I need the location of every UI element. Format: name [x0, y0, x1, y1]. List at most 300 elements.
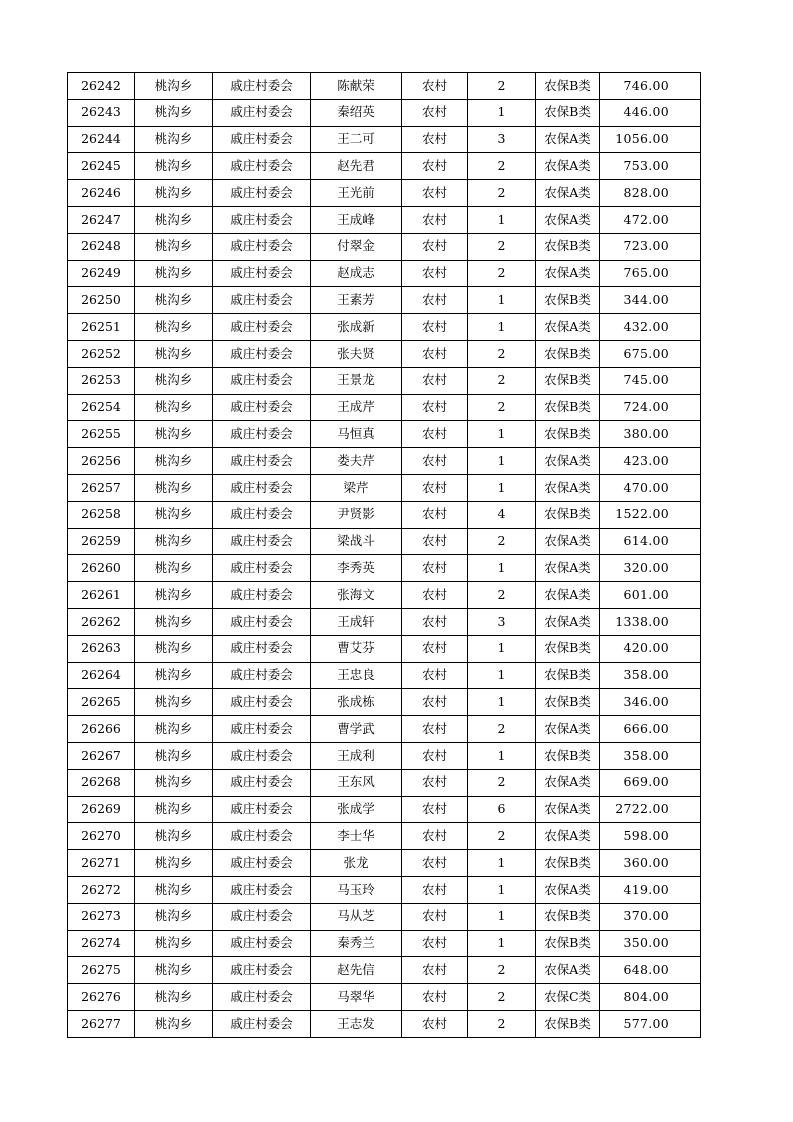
amount-cell: 1056.00 — [600, 126, 701, 153]
household-size-cell: 3 — [468, 126, 536, 153]
record-number-cell: 26270 — [68, 823, 135, 850]
township-cell: 桃沟乡 — [135, 421, 213, 448]
recipient-name-cell: 赵先信 — [311, 957, 402, 984]
household-size-cell: 1 — [468, 206, 536, 233]
area-type-cell: 农村 — [402, 742, 468, 769]
insurance-category-cell: 农保B类 — [536, 340, 600, 367]
table-row — [68, 689, 701, 716]
area-type-cell: 农村 — [402, 180, 468, 207]
household-size-cell: 1 — [468, 287, 536, 314]
record-number-cell: 26258 — [68, 501, 135, 528]
table-row — [68, 340, 701, 367]
insurance-category-cell: 农保A类 — [536, 876, 600, 903]
recipient-name-cell: 李秀英 — [311, 555, 402, 582]
township-cell: 桃沟乡 — [135, 903, 213, 930]
recipient-name-cell: 尹贤影 — [311, 501, 402, 528]
insurance-category-cell: 农保A类 — [536, 528, 600, 555]
table-row — [68, 608, 701, 635]
village-committee-cell: 戚庄村委会 — [213, 99, 311, 126]
area-type-cell: 农村 — [402, 635, 468, 662]
insurance-category-cell: 农保B类 — [536, 501, 600, 528]
village-committee-cell: 戚庄村委会 — [213, 367, 311, 394]
insurance-category-cell: 农保B类 — [536, 903, 600, 930]
township-cell: 桃沟乡 — [135, 340, 213, 367]
area-type-cell: 农村 — [402, 689, 468, 716]
township-cell: 桃沟乡 — [135, 367, 213, 394]
area-type-cell: 农村 — [402, 796, 468, 823]
household-size-cell: 1 — [468, 421, 536, 448]
insurance-category-cell: 农保B类 — [536, 635, 600, 662]
household-size-cell: 1 — [468, 689, 536, 716]
area-type-cell: 农村 — [402, 769, 468, 796]
insurance-category-cell: 农保A类 — [536, 796, 600, 823]
township-cell: 桃沟乡 — [135, 984, 213, 1011]
table-row — [68, 1010, 701, 1037]
area-type-cell: 农村 — [402, 984, 468, 1011]
recipient-name-cell: 王忠良 — [311, 662, 402, 689]
village-committee-cell: 戚庄村委会 — [213, 73, 311, 100]
village-committee-cell: 戚庄村委会 — [213, 608, 311, 635]
record-number-cell: 26260 — [68, 555, 135, 582]
village-committee-cell: 戚庄村委会 — [213, 635, 311, 662]
recipient-name-cell: 秦绍英 — [311, 99, 402, 126]
household-size-cell: 2 — [468, 180, 536, 207]
table-row — [68, 823, 701, 850]
recipient-name-cell: 王志发 — [311, 1010, 402, 1037]
township-cell: 桃沟乡 — [135, 876, 213, 903]
amount-cell: 598.00 — [600, 823, 701, 850]
village-committee-cell: 戚庄村委会 — [213, 716, 311, 743]
township-cell: 桃沟乡 — [135, 742, 213, 769]
amount-cell: 577.00 — [600, 1010, 701, 1037]
amount-cell: 804.00 — [600, 984, 701, 1011]
household-size-cell: 1 — [468, 635, 536, 662]
village-committee-cell: 戚庄村委会 — [213, 126, 311, 153]
insurance-category-cell: 农保A类 — [536, 126, 600, 153]
village-committee-cell: 戚庄村委会 — [213, 340, 311, 367]
recipient-name-cell: 王素芳 — [311, 287, 402, 314]
village-committee-cell: 戚庄村委会 — [213, 769, 311, 796]
area-type-cell: 农村 — [402, 501, 468, 528]
table-row — [68, 742, 701, 769]
area-type-cell: 农村 — [402, 126, 468, 153]
household-size-cell: 1 — [468, 314, 536, 341]
insurance-category-cell: 农保B类 — [536, 73, 600, 100]
area-type-cell: 农村 — [402, 153, 468, 180]
insurance-category-cell: 农保A类 — [536, 582, 600, 609]
village-committee-cell: 戚庄村委会 — [213, 689, 311, 716]
record-number-cell: 26259 — [68, 528, 135, 555]
recipient-name-cell: 马恒真 — [311, 421, 402, 448]
village-committee-cell: 戚庄村委会 — [213, 555, 311, 582]
recipient-name-cell: 曹艾芬 — [311, 635, 402, 662]
amount-cell: 669.00 — [600, 769, 701, 796]
area-type-cell: 农村 — [402, 314, 468, 341]
area-type-cell: 农村 — [402, 876, 468, 903]
household-size-cell: 1 — [468, 850, 536, 877]
table-row — [68, 796, 701, 823]
record-number-cell: 26250 — [68, 287, 135, 314]
table-row — [68, 394, 701, 421]
recipient-name-cell: 张海文 — [311, 582, 402, 609]
record-number-cell: 26243 — [68, 99, 135, 126]
table-row — [68, 850, 701, 877]
area-type-cell: 农村 — [402, 930, 468, 957]
amount-cell: 370.00 — [600, 903, 701, 930]
amount-cell: 470.00 — [600, 474, 701, 501]
area-type-cell: 农村 — [402, 528, 468, 555]
recipient-name-cell: 王景龙 — [311, 367, 402, 394]
insurance-category-cell: 农保A类 — [536, 555, 600, 582]
insurance-category-cell: 农保A类 — [536, 180, 600, 207]
table-row — [68, 876, 701, 903]
household-size-cell: 2 — [468, 823, 536, 850]
amount-cell: 648.00 — [600, 957, 701, 984]
amount-cell: 358.00 — [600, 742, 701, 769]
household-size-cell: 2 — [468, 153, 536, 180]
township-cell: 桃沟乡 — [135, 287, 213, 314]
table-row — [68, 474, 701, 501]
record-number-cell: 26273 — [68, 903, 135, 930]
table-row — [68, 153, 701, 180]
table-row — [68, 662, 701, 689]
amount-cell: 446.00 — [600, 99, 701, 126]
amount-cell: 432.00 — [600, 314, 701, 341]
record-number-cell: 26266 — [68, 716, 135, 743]
township-cell: 桃沟乡 — [135, 769, 213, 796]
insurance-category-cell: 农保B类 — [536, 394, 600, 421]
village-committee-cell: 戚庄村委会 — [213, 528, 311, 555]
area-type-cell: 农村 — [402, 555, 468, 582]
village-committee-cell: 戚庄村委会 — [213, 850, 311, 877]
household-size-cell: 1 — [468, 662, 536, 689]
area-type-cell: 农村 — [402, 73, 468, 100]
record-number-cell: 26267 — [68, 742, 135, 769]
recipient-name-cell: 张成新 — [311, 314, 402, 341]
insurance-category-cell: 农保B类 — [536, 850, 600, 877]
amount-cell: 746.00 — [600, 73, 701, 100]
amount-cell: 765.00 — [600, 260, 701, 287]
household-size-cell: 1 — [468, 876, 536, 903]
insurance-category-cell: 农保A类 — [536, 769, 600, 796]
amount-cell: 320.00 — [600, 555, 701, 582]
table-row — [68, 421, 701, 448]
table-row — [68, 528, 701, 555]
recipient-name-cell: 秦秀兰 — [311, 930, 402, 957]
recipient-name-cell: 娄夫芹 — [311, 448, 402, 475]
village-committee-cell: 戚庄村委会 — [213, 260, 311, 287]
township-cell: 桃沟乡 — [135, 582, 213, 609]
table-row — [68, 99, 701, 126]
village-committee-cell: 戚庄村委会 — [213, 823, 311, 850]
record-number-cell: 26262 — [68, 608, 135, 635]
recipient-name-cell: 王二可 — [311, 126, 402, 153]
record-number-cell: 26246 — [68, 180, 135, 207]
record-number-cell: 26248 — [68, 233, 135, 260]
table-row — [68, 448, 701, 475]
insurance-category-cell: 农保B类 — [536, 689, 600, 716]
household-size-cell: 2 — [468, 1010, 536, 1037]
area-type-cell: 农村 — [402, 421, 468, 448]
table-row — [68, 769, 701, 796]
township-cell: 桃沟乡 — [135, 233, 213, 260]
household-size-cell: 2 — [468, 582, 536, 609]
insurance-category-cell: 农保A类 — [536, 206, 600, 233]
recipient-name-cell: 马玉玲 — [311, 876, 402, 903]
household-size-cell: 2 — [468, 528, 536, 555]
area-type-cell: 农村 — [402, 850, 468, 877]
household-size-cell: 1 — [468, 903, 536, 930]
household-size-cell: 1 — [468, 448, 536, 475]
record-number-cell: 26269 — [68, 796, 135, 823]
insurance-category-cell: 农保B类 — [536, 742, 600, 769]
record-number-cell: 26244 — [68, 126, 135, 153]
village-committee-cell: 戚庄村委会 — [213, 314, 311, 341]
area-type-cell: 农村 — [402, 474, 468, 501]
township-cell: 桃沟乡 — [135, 501, 213, 528]
village-committee-cell: 戚庄村委会 — [213, 474, 311, 501]
recipient-name-cell: 付翠金 — [311, 233, 402, 260]
insurance-category-cell: 农保B类 — [536, 930, 600, 957]
township-cell: 桃沟乡 — [135, 206, 213, 233]
record-number-cell: 26254 — [68, 394, 135, 421]
amount-cell: 601.00 — [600, 582, 701, 609]
township-cell: 桃沟乡 — [135, 99, 213, 126]
insurance-category-cell: 农保A类 — [536, 314, 600, 341]
table-row — [68, 582, 701, 609]
record-number-cell: 26256 — [68, 448, 135, 475]
recipient-name-cell: 赵先君 — [311, 153, 402, 180]
record-number-cell: 26274 — [68, 930, 135, 957]
insurance-category-cell: 农保A类 — [536, 153, 600, 180]
table-row — [68, 180, 701, 207]
area-type-cell: 农村 — [402, 716, 468, 743]
township-cell: 桃沟乡 — [135, 689, 213, 716]
insurance-category-cell: 农保B类 — [536, 233, 600, 260]
table-row — [68, 716, 701, 743]
insurance-category-cell: 农保B类 — [536, 421, 600, 448]
village-committee-cell: 戚庄村委会 — [213, 206, 311, 233]
township-cell: 桃沟乡 — [135, 662, 213, 689]
amount-cell: 1522.00 — [600, 501, 701, 528]
amount-cell: 472.00 — [600, 206, 701, 233]
insurance-category-cell: 农保A类 — [536, 608, 600, 635]
record-number-cell: 26253 — [68, 367, 135, 394]
amount-cell: 666.00 — [600, 716, 701, 743]
township-cell: 桃沟乡 — [135, 474, 213, 501]
household-size-cell: 2 — [468, 957, 536, 984]
township-cell: 桃沟乡 — [135, 608, 213, 635]
recipient-name-cell: 王光前 — [311, 180, 402, 207]
table-row — [68, 233, 701, 260]
village-committee-cell: 戚庄村委会 — [213, 582, 311, 609]
record-number-cell: 26261 — [68, 582, 135, 609]
township-cell: 桃沟乡 — [135, 314, 213, 341]
recipient-name-cell: 李士华 — [311, 823, 402, 850]
recipient-name-cell: 王成峰 — [311, 206, 402, 233]
area-type-cell: 农村 — [402, 662, 468, 689]
record-number-cell: 26242 — [68, 73, 135, 100]
record-number-cell: 26271 — [68, 850, 135, 877]
amount-cell: 344.00 — [600, 287, 701, 314]
table-row — [68, 260, 701, 287]
village-committee-cell: 戚庄村委会 — [213, 153, 311, 180]
area-type-cell: 农村 — [402, 903, 468, 930]
area-type-cell: 农村 — [402, 608, 468, 635]
recipient-name-cell: 王东风 — [311, 769, 402, 796]
record-number-cell: 26255 — [68, 421, 135, 448]
insurance-category-cell: 农保B类 — [536, 367, 600, 394]
household-size-cell: 1 — [468, 555, 536, 582]
record-number-cell: 26263 — [68, 635, 135, 662]
table-body — [68, 73, 701, 1038]
recipient-name-cell: 曹学武 — [311, 716, 402, 743]
amount-cell: 675.00 — [600, 340, 701, 367]
household-size-cell: 2 — [468, 73, 536, 100]
record-number-cell: 26257 — [68, 474, 135, 501]
insurance-category-cell: 农保B类 — [536, 662, 600, 689]
household-size-cell: 2 — [468, 394, 536, 421]
amount-cell: 2722.00 — [600, 796, 701, 823]
area-type-cell: 农村 — [402, 367, 468, 394]
township-cell: 桃沟乡 — [135, 180, 213, 207]
village-committee-cell: 戚庄村委会 — [213, 662, 311, 689]
township-cell: 桃沟乡 — [135, 73, 213, 100]
record-number-cell: 26265 — [68, 689, 135, 716]
village-committee-cell: 戚庄村委会 — [213, 930, 311, 957]
household-size-cell: 1 — [468, 99, 536, 126]
recipient-name-cell: 张成栋 — [311, 689, 402, 716]
record-number-cell: 26252 — [68, 340, 135, 367]
village-committee-cell: 戚庄村委会 — [213, 394, 311, 421]
village-committee-cell: 戚庄村委会 — [213, 287, 311, 314]
village-committee-cell: 戚庄村委会 — [213, 1010, 311, 1037]
household-size-cell: 4 — [468, 501, 536, 528]
village-committee-cell: 戚庄村委会 — [213, 501, 311, 528]
household-size-cell: 2 — [468, 340, 536, 367]
township-cell: 桃沟乡 — [135, 555, 213, 582]
beneficiary-table — [67, 72, 701, 1038]
record-number-cell: 26268 — [68, 769, 135, 796]
record-number-cell: 26272 — [68, 876, 135, 903]
insurance-category-cell: 农保B类 — [536, 99, 600, 126]
table-row — [68, 957, 701, 984]
village-committee-cell: 戚庄村委会 — [213, 957, 311, 984]
table-row — [68, 126, 701, 153]
amount-cell: 350.00 — [600, 930, 701, 957]
township-cell: 桃沟乡 — [135, 528, 213, 555]
amount-cell: 723.00 — [600, 233, 701, 260]
record-number-cell: 26247 — [68, 206, 135, 233]
village-committee-cell: 戚庄村委会 — [213, 903, 311, 930]
household-size-cell: 2 — [468, 260, 536, 287]
area-type-cell: 农村 — [402, 260, 468, 287]
area-type-cell: 农村 — [402, 823, 468, 850]
amount-cell: 423.00 — [600, 448, 701, 475]
record-number-cell: 26264 — [68, 662, 135, 689]
amount-cell: 745.00 — [600, 367, 701, 394]
record-number-cell: 26251 — [68, 314, 135, 341]
table-row — [68, 287, 701, 314]
village-committee-cell: 戚庄村委会 — [213, 448, 311, 475]
household-size-cell: 2 — [468, 769, 536, 796]
amount-cell: 346.00 — [600, 689, 701, 716]
amount-cell: 828.00 — [600, 180, 701, 207]
household-size-cell: 2 — [468, 367, 536, 394]
table-row — [68, 555, 701, 582]
insurance-category-cell: 农保A类 — [536, 716, 600, 743]
village-committee-cell: 戚庄村委会 — [213, 742, 311, 769]
township-cell: 桃沟乡 — [135, 850, 213, 877]
recipient-name-cell: 陈献荣 — [311, 73, 402, 100]
township-cell: 桃沟乡 — [135, 635, 213, 662]
village-committee-cell: 戚庄村委会 — [213, 796, 311, 823]
recipient-name-cell: 王成轩 — [311, 608, 402, 635]
insurance-category-cell: 农保A类 — [536, 957, 600, 984]
insurance-category-cell: 农保A类 — [536, 474, 600, 501]
record-number-cell: 26277 — [68, 1010, 135, 1037]
table-row — [68, 930, 701, 957]
village-committee-cell: 戚庄村委会 — [213, 233, 311, 260]
insurance-category-cell: 农保B类 — [536, 1010, 600, 1037]
amount-cell: 1338.00 — [600, 608, 701, 635]
area-type-cell: 农村 — [402, 394, 468, 421]
area-type-cell: 农村 — [402, 99, 468, 126]
recipient-name-cell: 张夫贤 — [311, 340, 402, 367]
township-cell: 桃沟乡 — [135, 126, 213, 153]
township-cell: 桃沟乡 — [135, 957, 213, 984]
insurance-category-cell: 农保A类 — [536, 260, 600, 287]
table-row — [68, 73, 701, 100]
insurance-category-cell: 农保A类 — [536, 448, 600, 475]
township-cell: 桃沟乡 — [135, 260, 213, 287]
recipient-name-cell: 马从芝 — [311, 903, 402, 930]
recipient-name-cell: 马翠华 — [311, 984, 402, 1011]
township-cell: 桃沟乡 — [135, 823, 213, 850]
household-size-cell: 2 — [468, 233, 536, 260]
area-type-cell: 农村 — [402, 582, 468, 609]
table-row — [68, 635, 701, 662]
record-number-cell: 26275 — [68, 957, 135, 984]
household-size-cell: 2 — [468, 984, 536, 1011]
amount-cell: 380.00 — [600, 421, 701, 448]
area-type-cell: 农村 — [402, 233, 468, 260]
recipient-name-cell: 梁战斗 — [311, 528, 402, 555]
household-size-cell: 6 — [468, 796, 536, 823]
table-row — [68, 206, 701, 233]
insurance-category-cell: 农保A类 — [536, 823, 600, 850]
household-size-cell: 1 — [468, 474, 536, 501]
area-type-cell: 农村 — [402, 448, 468, 475]
village-committee-cell: 戚庄村委会 — [213, 180, 311, 207]
insurance-category-cell: 农保C类 — [536, 984, 600, 1011]
township-cell: 桃沟乡 — [135, 394, 213, 421]
village-committee-cell: 戚庄村委会 — [213, 421, 311, 448]
amount-cell: 420.00 — [600, 635, 701, 662]
amount-cell: 724.00 — [600, 394, 701, 421]
amount-cell: 753.00 — [600, 153, 701, 180]
table-row — [68, 984, 701, 1011]
township-cell: 桃沟乡 — [135, 716, 213, 743]
recipient-name-cell: 梁芹 — [311, 474, 402, 501]
record-number-cell: 26245 — [68, 153, 135, 180]
table-row — [68, 367, 701, 394]
table-row — [68, 314, 701, 341]
township-cell: 桃沟乡 — [135, 930, 213, 957]
household-size-cell: 1 — [468, 742, 536, 769]
amount-cell: 419.00 — [600, 876, 701, 903]
area-type-cell: 农村 — [402, 1010, 468, 1037]
